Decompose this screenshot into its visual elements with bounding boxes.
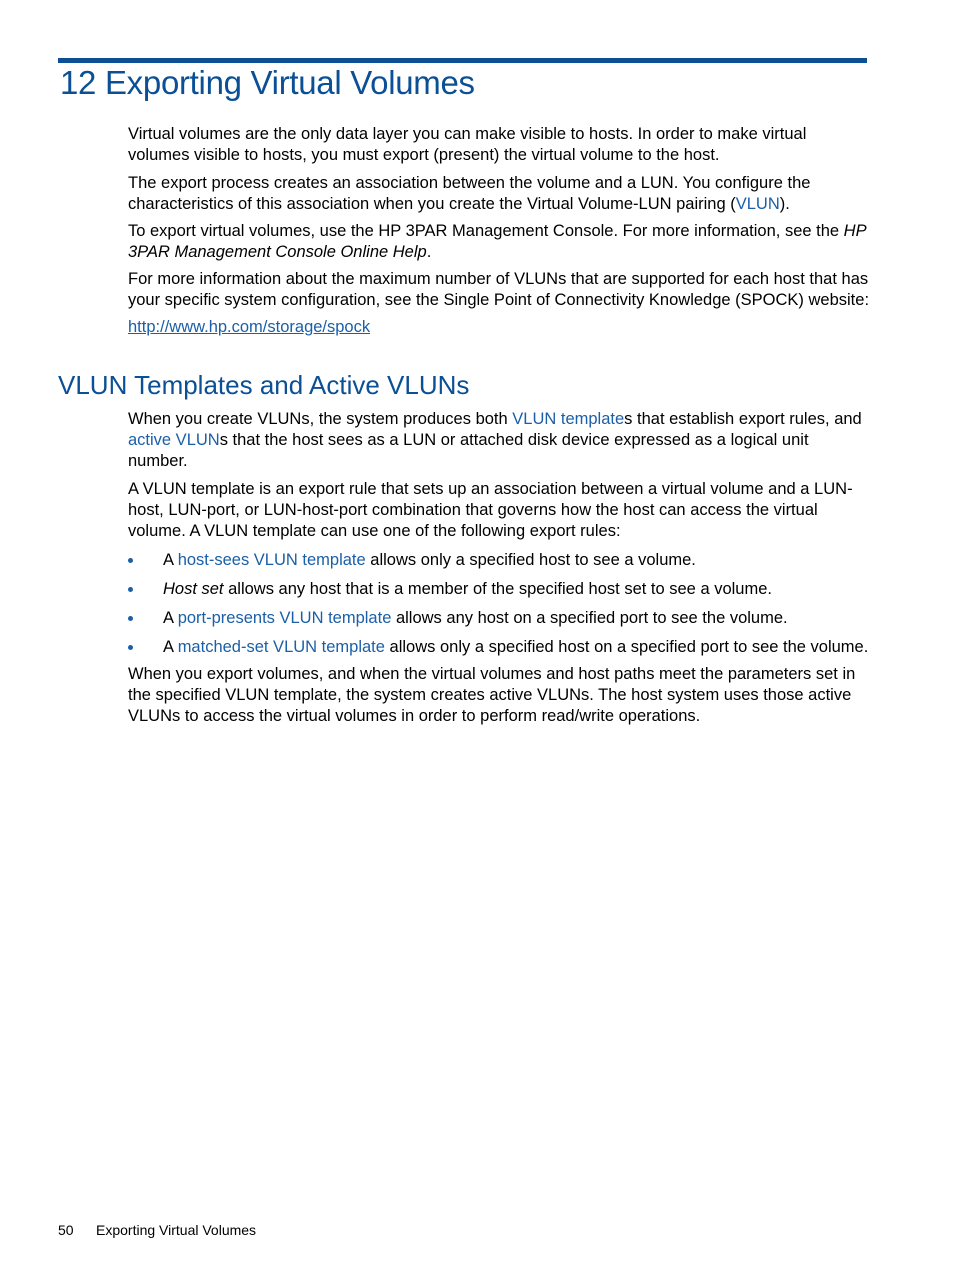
list-item-text: allows any host on a specified port to see the volume. xyxy=(391,609,788,627)
list-item-text: A xyxy=(163,609,178,627)
host-sees-vlun-template-link[interactable]: host-sees VLUN template xyxy=(177,551,366,569)
host-set-term: Host set xyxy=(163,580,224,598)
intro-paragraph-3 xyxy=(128,221,870,263)
intro-paragraphs xyxy=(128,124,870,338)
list-item-text: allows only a specified host to see a volume. xyxy=(365,551,696,569)
section-paragraph-1-mid: s that establish export rules, and xyxy=(624,410,862,428)
list-item xyxy=(128,550,870,571)
matched-set-vlun-template-link[interactable]: matched-set VLUN template xyxy=(177,638,385,656)
bullet-icon xyxy=(128,558,133,563)
list-item-text: allows any host that is a member of the specified host set to see a volume. xyxy=(223,580,772,598)
page-number: 50 xyxy=(58,1222,74,1238)
section-title: VLUN Templates and Active VLUNs xyxy=(58,370,470,400)
intro-paragraph-1: Virtual volumes are the only data layer you can make visible to hosts. In order to make virtual volumes visible to hosts, you must export (present) the virtual volume to the host. xyxy=(128,125,807,164)
intro-paragraph-2-text: The export process creates an association between the volume and a LUN. You configure the characteristics of this association when you create the Virtual Volume-LUN pairing ( xyxy=(128,174,811,213)
intro-paragraph-3-end: . xyxy=(426,243,432,261)
list-item xyxy=(128,637,870,658)
bullet-icon xyxy=(128,587,133,592)
bullet-icon xyxy=(128,645,133,650)
section-body xyxy=(128,409,870,727)
intro-paragraph-2 xyxy=(128,173,870,215)
vlun-template-link[interactable]: VLUN template xyxy=(512,410,625,428)
section-paragraph-1-text: When you create VLUNs, the system produces both xyxy=(128,410,513,428)
spock-url-paragraph xyxy=(128,317,870,338)
section-paragraph-1-end: s that the host sees as a LUN or attached disk device expressed as a logical unit number. xyxy=(128,431,809,470)
export-rules-list xyxy=(128,550,870,658)
chapter-title: 12 Exporting Virtual Volumes xyxy=(60,64,475,101)
section-paragraph-2: A VLUN template is an export rule that sets up an association between a virtual volume and a LUN-host, LUN-port, or LUN-host-port combination that governs how the host can access the virtual volume. A VLUN template can use one of the following export rules: xyxy=(128,480,853,540)
vlun-link[interactable]: VLUN xyxy=(735,195,780,213)
chapter-rule xyxy=(58,58,867,63)
intro-paragraph-4: For more information about the maximum number of VLUNs that are supported for each host that has your specific system configuration, see the Single Point of Connectivity Knowledge (SPOCK) website: xyxy=(128,270,870,309)
list-item xyxy=(128,579,870,600)
online-help-title: HP 3PAR Management Console Online Help xyxy=(128,222,866,261)
running-title: Exporting Virtual Volumes xyxy=(96,1222,257,1238)
list-item-text: A xyxy=(163,551,178,569)
active-vlun-link[interactable]: active VLUN xyxy=(128,431,220,449)
list-item-text: A xyxy=(163,638,178,656)
section-paragraph-1 xyxy=(128,409,870,472)
list-item-text: allows only a specified host on a specified port to see the volume. xyxy=(384,638,869,656)
list-item xyxy=(128,608,870,629)
spock-url-link[interactable]: http://www.hp.com/storage/spock xyxy=(128,318,371,336)
intro-paragraph-2-end: ). xyxy=(779,195,790,213)
intro-paragraph-3-text: To export virtual volumes, use the HP 3PAR Management Console. For more information, see the xyxy=(128,222,844,240)
port-presents-vlun-template-link[interactable]: port-presents VLUN template xyxy=(177,609,392,627)
section-paragraph-3: When you export volumes, and when the virtual volumes and host paths meet the parameters set in the specified VLUN template, the system creates active VLUNs. The host system uses those active VLUNs to access the virtual volumes in order to perform read/write operations. xyxy=(128,665,856,725)
bullet-icon xyxy=(128,616,133,621)
